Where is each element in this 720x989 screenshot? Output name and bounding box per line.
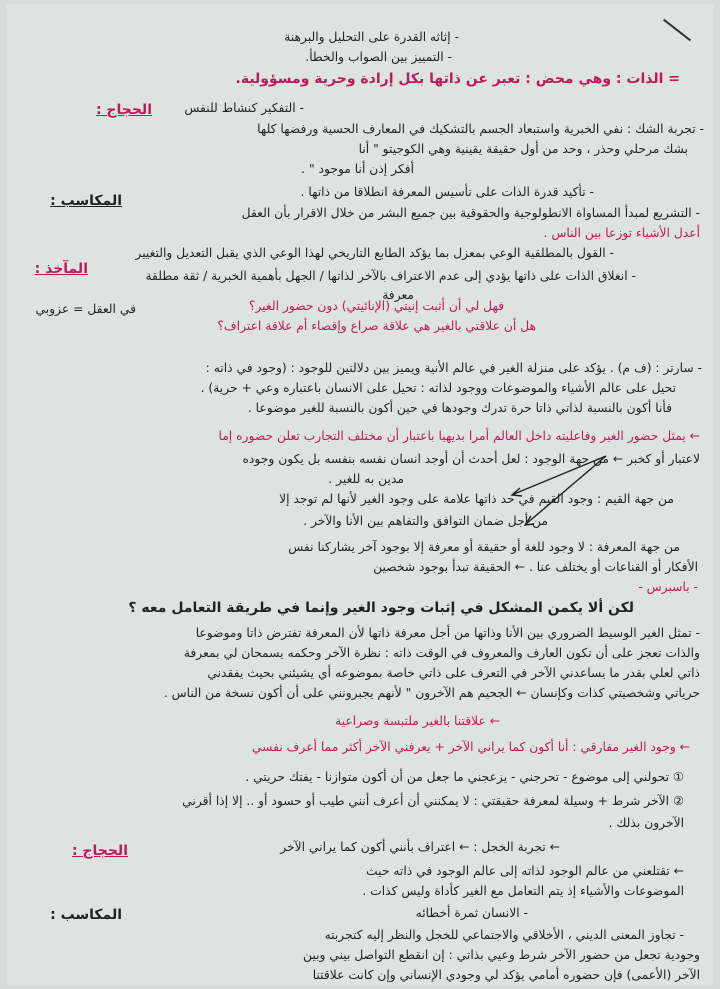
sartre-1: - سارتر : (ف م) . يؤكد على منزلة الغير في عالم الأنية ويميز بين دلالتين للوجود : (وجود في ذاته : bbox=[205, 361, 702, 375]
para-8: ② الآخر شرط + وسيلة لمعرفة حقيقتي : لا يمكنني أن أعرف أنني طيب أو حسود أو .. إلا إذا أقرني bbox=[182, 794, 684, 808]
critique-1: - القول بالمطلقية الوعي بمعزل بما يؤكد الطابع التاريخي لهذا الوعي الذي يقبل التعديل والتغيير bbox=[135, 246, 614, 260]
gain-1: - تأكيد قدرة الذات على تأسيس المعرفة انطلاقا من ذاتها . bbox=[300, 185, 594, 199]
gains-2-item-3: وجودية تجعل من حضور الآخر شرط وعيي بذاتي : إن انقطع التواصل بيني وبين bbox=[303, 948, 700, 962]
argument-1: - التفكير كنشاط للنفس bbox=[184, 101, 304, 115]
shame-1: ← تجربة الخجل : ← اعتراف بأنني أكون كما يراني الآخر bbox=[280, 840, 560, 854]
para-6: ← وجود الغير مفارقي : أنا أكون كما يراني الآخر + يعرفني الآخر أكثر مما أعرف نفسي bbox=[251, 740, 690, 754]
para-3: ذاتي لعلي بقدر ما يساعدني الآخر في التعرف على ذاتي خاصة بموضوعه أي يشيئني بحيث يفقدني bbox=[207, 666, 700, 680]
sartre-4: ← يمثل حضور الغير وفاعليته داخل العالم أمرا بديهيا باعتبار أن مختلف التجارب تعلن حضوره إما bbox=[218, 429, 700, 443]
shame-2: ← تقتلعني من عالم الوجود لذاته إلى عالم الوجود في ذاته حيث bbox=[366, 864, 684, 878]
question-2: لكن ألا يكمن المشكل في إثبات وجود الغير وإنما في طريقة التعامل معه ؟ bbox=[128, 600, 634, 616]
para-5: ← علاقتنا بالغير ملتبسة وصراعية bbox=[335, 714, 500, 728]
sartre-7: من جهة القيم : وجود القيم في حد ذاتها علامة على وجود الغير لأنها لم توجد إلا bbox=[279, 492, 674, 506]
para-2: والذات تعجز على أن تكون العارف والمعروف في الوقت ذاته : نظرة الآخر وحكمه يسمحان لي بمعرفة bbox=[183, 646, 700, 660]
pen-mark bbox=[663, 19, 691, 42]
para-1: - تمثل الغير الوسيط الضروري بين الأنا وذاتها من أجل معرفة ذاتها لأن المعرفة تفترض ذاتا وموضوعا bbox=[195, 626, 700, 640]
header-line-1: - إثاثه القدرة على التحليل والبرهنة bbox=[284, 30, 459, 44]
critique-2b: معرفة bbox=[382, 288, 414, 302]
gain-2: - التشريع لمبدأ المساواة الانطولوجية والحقوقية بين جميع البشر من خلال الاقرار بأن العقل bbox=[241, 206, 700, 220]
shame-arguments-label: الحجاج : bbox=[71, 843, 128, 859]
sartre-8: من أجل ضمان التوافق والتفاهم بين الأنا والآخر . bbox=[303, 514, 548, 528]
sartre-3: فأنا أكون بالنسبة لذاتي ذاتا حرة تدرك وجودها في حين أكون بالنسبة للغير موضوعا . bbox=[247, 401, 672, 415]
critique-3: في العقل = عزوبي bbox=[35, 302, 136, 316]
sartre-6: مدين به للغير . bbox=[328, 472, 404, 486]
critique-2: - انغلاق الذات على ذاتها يؤدي إلى عدم الاعتراف بالآخر لذاتها / الجهل بأهمية الخبرية / ثقة مطلقة bbox=[145, 269, 636, 283]
gains-2-label: المكاسب : bbox=[50, 907, 122, 923]
gains-2-item-2: - تجاوز المعنى الديني ، الأخلاقي والاجتماعي للخجل والنظر إليه كتجربته bbox=[324, 928, 684, 942]
sartre-2: تحيل على عالم الأشياء والموضوعات ووجود لذاته : تحيل على الانسان باعتباره وعي + حرية) . bbox=[200, 381, 676, 395]
gain-3: أعدل الأشياء توزعا بين الناس . bbox=[543, 226, 700, 240]
notebook-page bbox=[6, 4, 714, 985]
argument-2b: بشك مرحلي وحذر ، وحد من أول حقيقة يقينية وهي الكوجيتو " أنا bbox=[358, 142, 688, 156]
section-self-title: = الذات : وهي محض : تعبر عن ذاتها بكل إرادة وحرية ومسؤولية. bbox=[235, 71, 680, 87]
shame-3: الموضوعات والأشياء إذ يتم التعامل مع الغير كأداة وليس كذات . bbox=[362, 884, 684, 898]
sartre-9: من جهة المعرفة : لا وجود للغة أو حقيقة أو معرفة إلا بوجود آخر يشاركنا نفس bbox=[288, 540, 680, 554]
header-line-2: - التمييز بين الصواب والخطأ. bbox=[305, 50, 452, 64]
arguments-label: الحجاج : bbox=[95, 102, 152, 118]
gains-label: المكاسب : bbox=[50, 193, 122, 209]
gains-2-item-4: الآخر (الأعمى) فإن حضوره أمامي يؤكد لي وجودي الإنساني وإن كانت علاقتنا bbox=[312, 968, 700, 982]
critique-question-2: هل أن علاقتي بالغير هي علاقة صراع وإقصاء أم علاقة اعتراف؟ bbox=[217, 319, 536, 333]
argument-2c: أفكر إذن أنا موجود " . bbox=[301, 162, 414, 176]
para-7: ① تحولني إلى موضوع - تحرجني - يزعجني ما جعل من أن أكون متوازنا - يفتك حريتي . bbox=[245, 770, 684, 784]
critique-question-1: فهل لي أن أثبت إنيتي (الإنائيتي) دون حضور الغير؟ bbox=[248, 299, 504, 313]
gains-2-item-1: - الانسان ثمرة أخطائه bbox=[415, 906, 528, 920]
para-9: الآخرون بذلك . bbox=[608, 816, 684, 830]
sartre-11: - باسبرس - bbox=[638, 580, 698, 594]
argument-2a: - تجربة الشك : نفي الخبرية واستبعاد الجسم بالتشكيك في المعارف الحسية ورفضها كلها bbox=[257, 122, 704, 136]
para-4: حرياتي وشخصيتي كذات وكإنسان ← الجحيم هم الآخرون " لأنهم يجبرونني على أن أكون نسخة من الناس . bbox=[163, 686, 700, 700]
critique-label: المآخذ : bbox=[34, 261, 88, 277]
sartre-10: الأفكار أو القناعات أو يختلف عنا . ← الحقيقة تبدأ بوجود شخصين bbox=[373, 560, 698, 574]
sartre-5: لاعتبار أو كخبر ← من جهة الوجود : لعل أحدث أن أوجد انسان نفسه بنفسه بل يكون وجوده bbox=[242, 452, 700, 466]
